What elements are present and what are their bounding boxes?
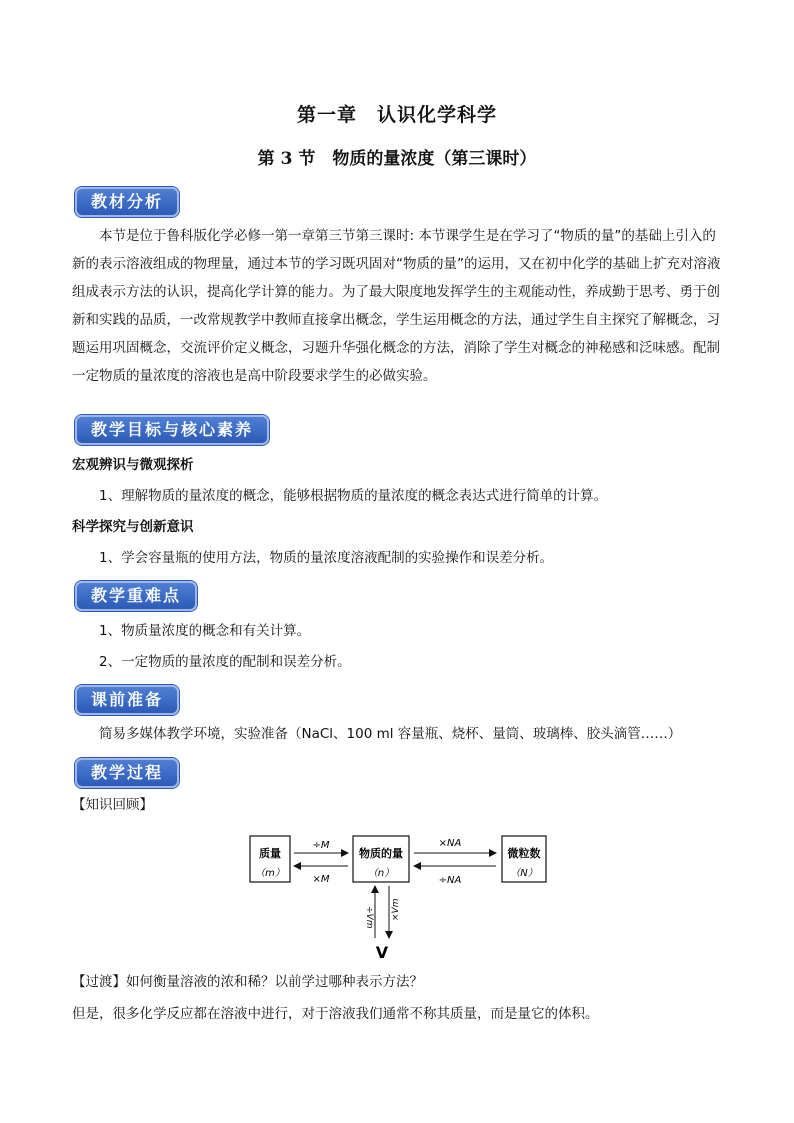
transition-text: 【过渡】如何衡量溶液的浓和稀？以前学过哪种表示方法？ xyxy=(72,974,423,990)
chapter-title: 第一章 认识化学科学 xyxy=(296,104,497,126)
badge-analysis: 教材分析 xyxy=(75,187,179,217)
op-mul-m: ×M xyxy=(312,874,330,885)
badge-goals: 教学目标与核心素养 xyxy=(75,415,269,445)
particles-symbol: （N） xyxy=(510,868,538,879)
op-mul-na: ×NA xyxy=(438,838,462,849)
difficulty-item-2: 2、一定物质的量浓度的配制和误差分析。 xyxy=(99,654,351,670)
analysis-paragraph: 本节是位于鲁科版化学必修一第一章第三节第三课时: 本节课学生是在学习了“物质的量”的基础上引入的新的表示溶液组成的物理量，通过本节的学习既巩固对“物质的量”的运用，又在初中化学的基础上扩充对溶液组成表示方法的认识，提高化学计算的能力。为了最大限度地发挥学生的主观能动性，养成勤于思考、勇于创新和实践的品质，一改常规教学中教师直接拿出概念，学生运用概念的方法，通过学生自主探究了解概念，习题运用巩固概念，交流评价定义概念，习题升华强化概念的方法，消除了学生对概念的神秘感和泛味感。配制一定物质的量浓度的溶液也是高中阶段要求学生的必做实验。 xyxy=(72,228,721,384)
goal-subheading-2: 科学探究与创新意识 xyxy=(72,519,194,535)
op-div-vm: ÷Vm xyxy=(364,906,374,929)
badge-process: 教学过程 xyxy=(75,758,179,788)
mole-symbol: （n） xyxy=(367,868,395,879)
section-title: 第 3 节 物质的量浓度（第三课时） xyxy=(257,149,537,169)
review-label: 【知识回顾】 xyxy=(72,797,153,813)
op-div-na: ÷NA xyxy=(438,875,462,886)
mass-symbol: （m） xyxy=(255,868,285,879)
mole-label: 物质的量 xyxy=(359,847,403,860)
badge-prep: 课前准备 xyxy=(75,685,179,715)
solution-note: 但是，很多化学反应都在溶液中进行，对于溶液我们通常不称其质量，而是量它的体积。 xyxy=(72,1006,599,1022)
goal-subheading-1: 宏观辨识与微观探析 xyxy=(72,457,194,473)
op-mul-vm: ×Vm xyxy=(391,898,401,921)
conversion-diagram xyxy=(240,826,560,966)
difficulty-item-1: 1、物质量浓度的概念和有关计算。 xyxy=(99,623,311,639)
mass-label: 质量 xyxy=(259,847,281,860)
particles-label: 微粒数 xyxy=(507,847,541,860)
goal-item-2: 1、学会容量瓶的使用方法，物质的量浓度溶液配制的实验操作和误差分析。 xyxy=(99,550,554,566)
op-div-m: ÷M xyxy=(312,840,330,851)
volume-label: V xyxy=(375,943,389,962)
prep-text: 简易多媒体教学环境，实验准备（NaCl、100 ml 容量瓶、烧杯、量筒、玻璃棒、胶头滴管……） xyxy=(99,726,682,742)
goal-item-1: 1、理解物质的量浓度的概念，能够根据物质的量浓度的概念表达式进行简单的计算。 xyxy=(99,488,608,504)
badge-difficulties: 教学重难点 xyxy=(75,581,197,611)
